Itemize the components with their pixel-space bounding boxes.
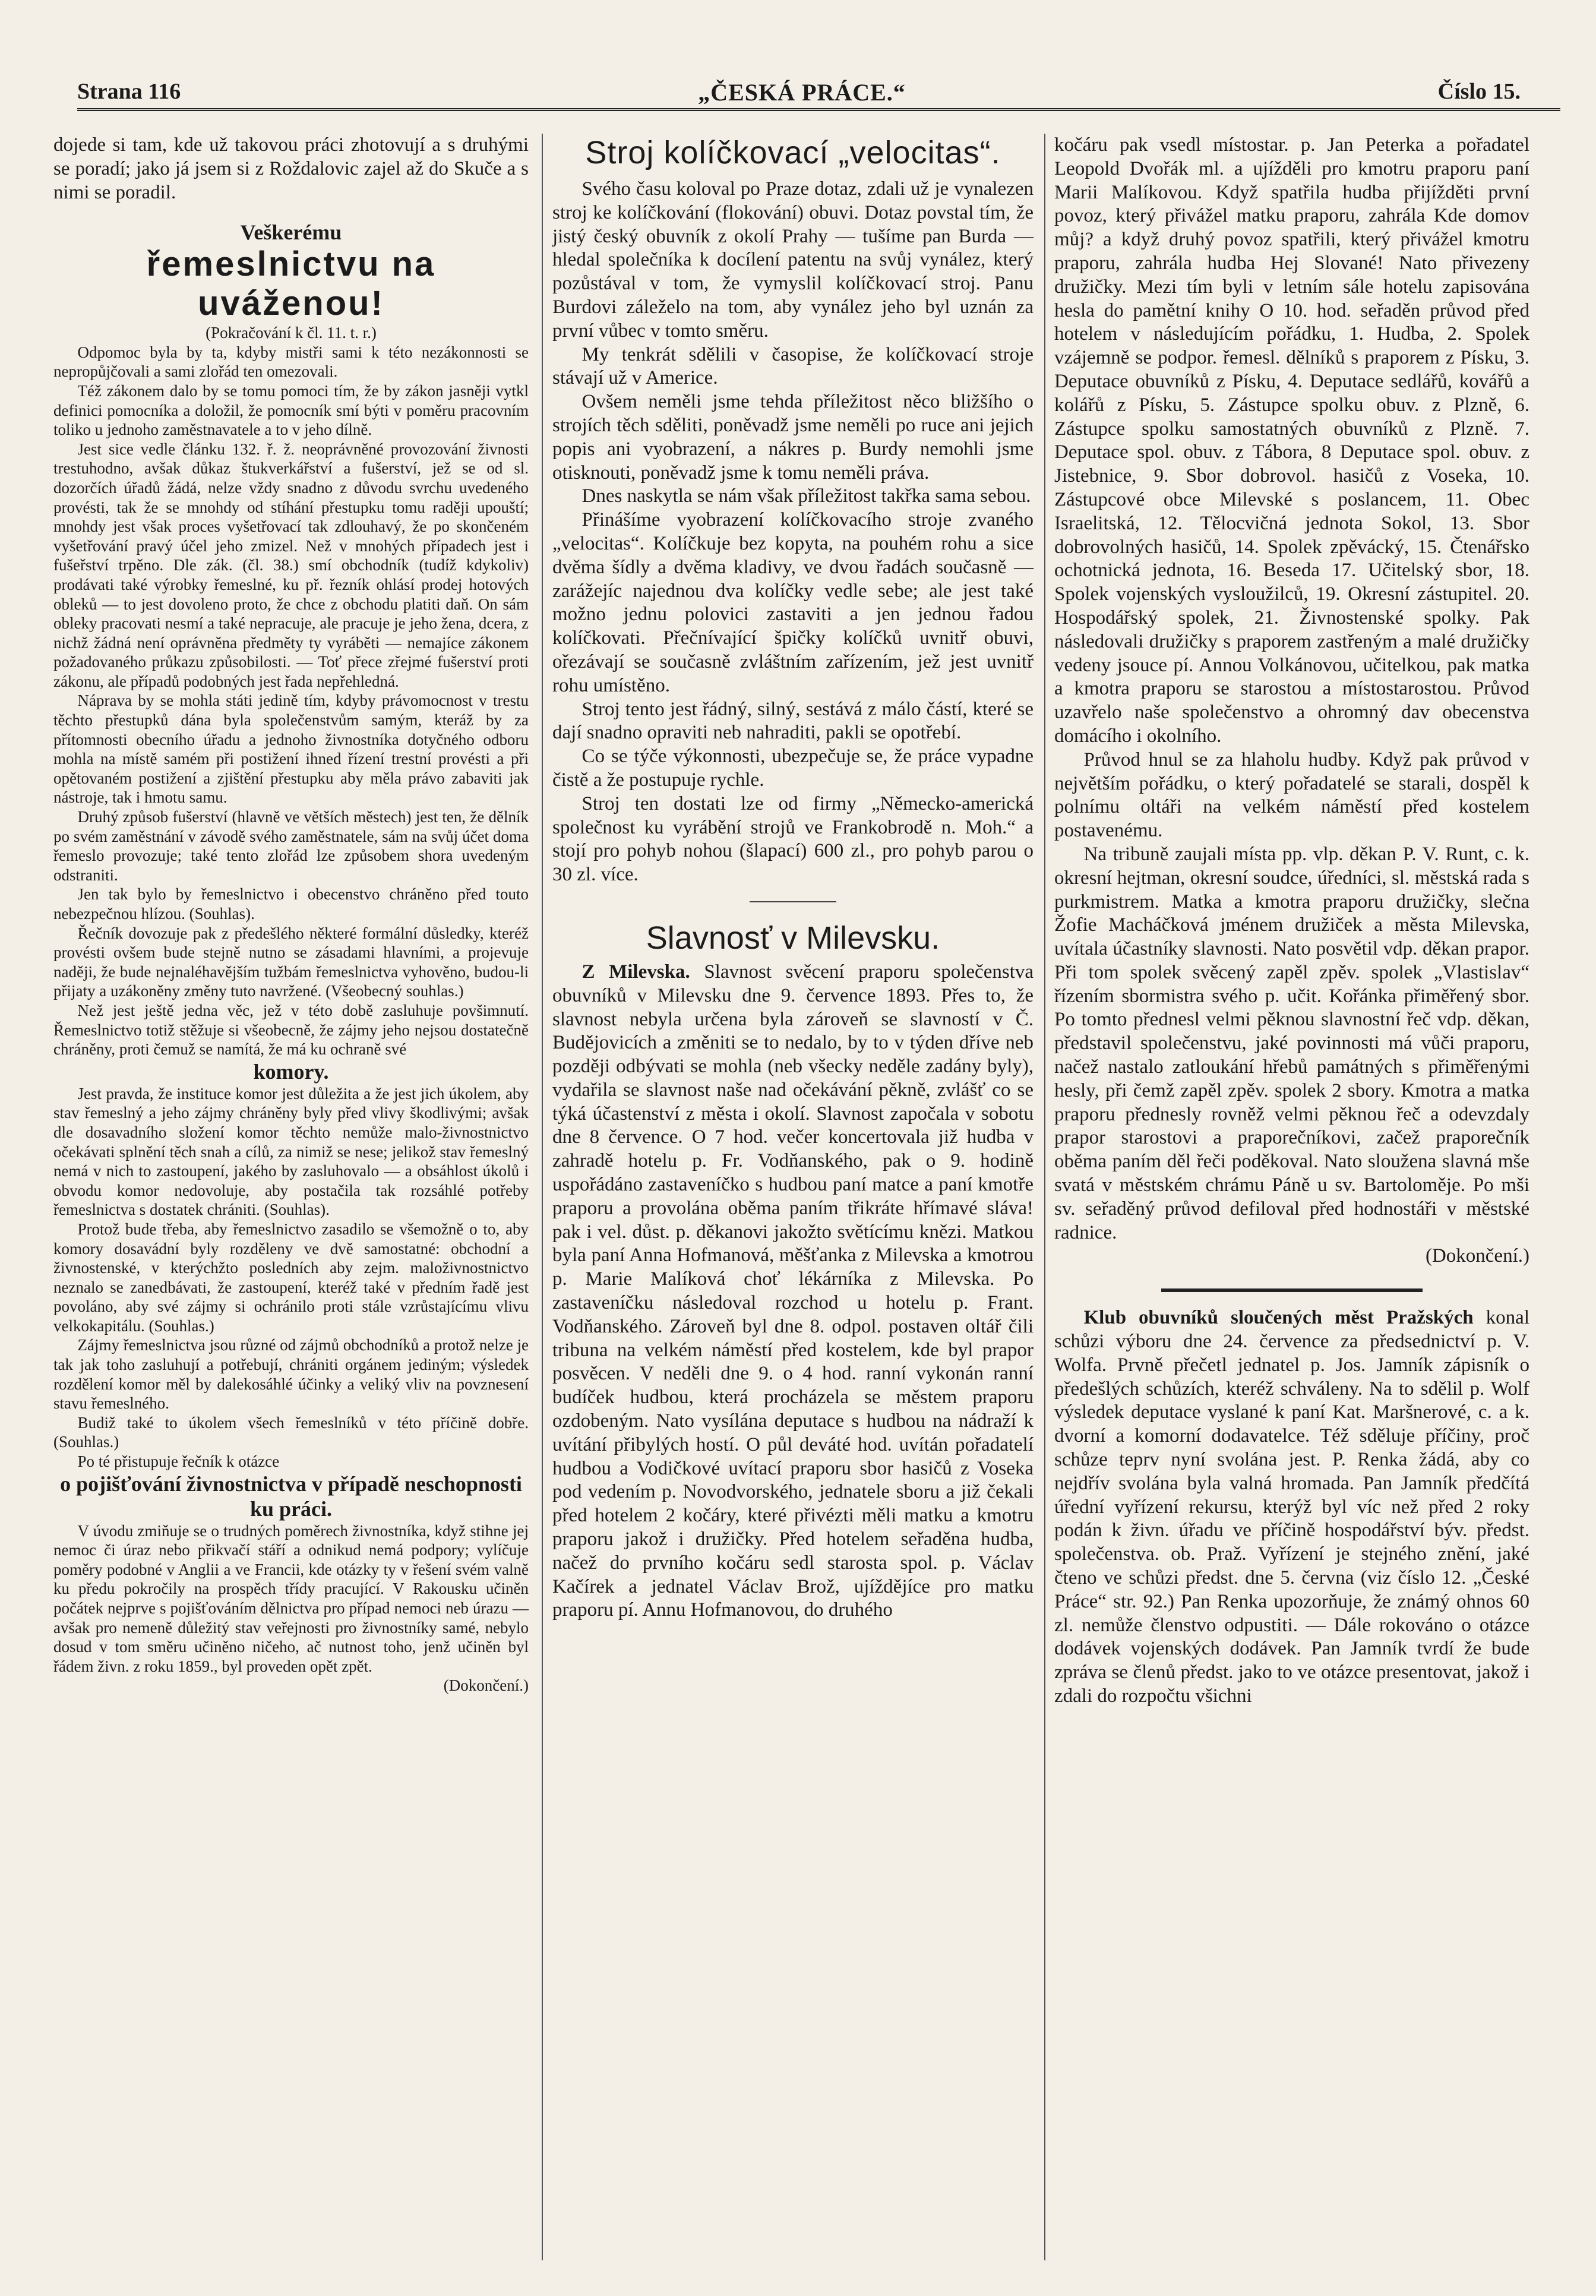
paragraph: kočáru pak vsedl místostar. p. Jan Peterka a pořadatel Leopold Dvořák ml. a ujížděli pro kmotru praporu paní Marii Malíkovou. Když spatřila hudba přijížděti první povoz, který přivážel matku praporu, zahrála Kde domov můj? a když druhý povoz spatřili, který přivážel kmotru praporu, zahrála hudba Hej Slované! Nato přivezeny družičky. Mezi tím byli v letním sále hotelu zapisována hesla do pamětní knihy O 10. hod. seřaděn průvod před hotelem v následujícím pořádku, 1. Hudba, 2. Spolek vzájemně se podpor. řemesl. dělníků s praporem z Písku, 3. Deputace obuvníků z Písku, 4. Deputace sedlářů, kovářů a kolářů z Písku, 5. Zástupce spolku obuv. z Plzně, 6. Zástupce spolku samostatných obuvníků z Plzně. 7. Deputace spol. obuv. z Tábora, 8 Deputace spol. obuv. z Jistebnice, 9. Sbor dobrovol. hasičů z Voseka, 10. Zástupcové obce Milevské s poslancem, 11. Obec Israelitská, 12. Tělocvičná jednota Sokol, 13. Sbor dobrovolných hasičů, 14. Spolek zpěvácký, 15. Čtenářsko ochotnická jednota, 16. Beseda 17. Učitelský sbor, 18. Spolek vojenských vysloužilců, 19. Okresní zástupitel. 20. Hospodářský spolek, 21. Živnostenské spolky. Pak následovali družičky s praporem zastřeným a malé družičky vedeny jsouce pí. Annou Volkánovou, učitelkou, pak matka a kmotra praporu se starostou a místostarostou. Průvod uzavřelo naše společenstvo a ohromný dav obecenstva domácího i okolního. xyxy=(1054,134,1529,747)
paragraph: Průvod hnul se za hlaholu hudby. Když pak průvod v největším pořádku, o který pořadatelé se starali, dospěl k polnímu oltáři na velkém náměstí před kostelem postavenému. xyxy=(1054,749,1529,842)
page-number: Strana 116 xyxy=(77,79,181,104)
paragraph: My tenkrát sdělili v časopise, že kolíčkovací stroje stávají už v Americe. xyxy=(552,343,1034,389)
to-be-continued: (Dokončení.) xyxy=(1425,1245,1529,1267)
column-2 xyxy=(552,134,1034,1622)
paragraph: Též zákonem dalo by se tomu pomoci tím, že by zákon jasněji vytkl definici pomocníka a doložil, že pomocník smí býti v poměru pracovním toliko u jednoho zaměstnavatele a to v jeho dílně. xyxy=(53,381,529,439)
page-header xyxy=(53,71,1550,113)
section-divider xyxy=(750,901,836,902)
paragraph: Co se týče výkonnosti, ubezpečuje se, že práce vypadne čistě a že postupuje rychle. xyxy=(552,746,1034,791)
to-be-continued: (Dokončení.) xyxy=(443,1676,529,1695)
paragraph: Jen tak bylo by řemeslnictvo i obecenstvo chráněno před touto nebezpečnou hlízou. (Souhlas). xyxy=(53,885,529,923)
article-headline: řemeslnictvu na uváženou! xyxy=(146,245,436,323)
column-divider-2 xyxy=(1044,134,1045,2260)
paragraph: V úvodu zmiňuje se o trudných poměrech živnostníka, když stihne jej nemoc či úraz nebo přikvačí stáří a odnikud nemá podpory; vylíčuje poměry podobné v Anglii a ve Francii, kde otázky ty v řešení svém valně ku předu pokročily na prospěch třídy pracující. V Rakousku učiněn počátek nejprve s pojišťováním dělnictva pro případ nemoci neb úrazu — avšak pro nemeně důležitý stav veřejnosti pro živnostníky samé, nebylo dosud v tom směru učiněno ničeho, ač nutnost toho, jenž učiněn byl řádem živn. z roku 1859., byl proveden opět zpět. xyxy=(53,1521,529,1675)
section-divider xyxy=(1161,1288,1423,1292)
paragraph: Ovšem neměli jsme tehda příležitost něco bližšího o strojích těch sděliti, poněvadž jsme neměli po ruce ani jejich popis ani vyobrazení, a nákres p. Burdy nemohli jsme otisknouti, poněvadž jsme k tomu neměli práva. xyxy=(552,391,1034,484)
column-divider-1 xyxy=(542,134,543,2260)
paragraph: Náprava by se mohla státi jedině tím, kdyby právomocnost v trestu těchto přestupků dána byla společenstvům samým, kteráž by za přítomnosti obecního úřadu a jednoho živnostníka dotyčného odboru mohla na místě samém při postižení ihned řízení trestní provésti a při opětovaném postižení a zjištění přestupku aby měla právo zabaviti jak nástroje, tak i hmotu samu. xyxy=(53,691,529,807)
column-3 xyxy=(1054,134,1529,1708)
column-1 xyxy=(53,134,529,1695)
paragraph: Protož bude třeba, aby řemeslnictvo zasadilo se všemožně o to, aby komory dosavádní byly rozděleny ve dvě samostatné: obchodní a živnostenské, v kterýchžto posledních aby zejm. maloživnostnictvo neznalo se zanedbávati, že zastoupení, kteréž také v předním řadě jest povoláno, aby své zájmy si ochránilo proti stále vzrůstajícímu vlivu velkokapitálu. (Souhlas.) xyxy=(53,1220,529,1335)
subheading-komory: komory. xyxy=(253,1059,329,1084)
paragraph: Stroj tento jest řádný, silný, sestává z málo částí, které se dají snadno opraviti neb nahraditi, pakli se opotřebí. xyxy=(552,698,1034,744)
dateline: Z Milevska. xyxy=(581,961,690,983)
issue-number: Číslo 15. xyxy=(1437,79,1521,104)
subheading-pojistovani: o pojišťování živnostnictva v případě neschopnosti ku práci. xyxy=(60,1471,522,1521)
paragraph: Odpomoc byla by ta, kdyby mistři sami k této nezákonnosti se nepropůjčovali a sami zlořád ten omezovali. xyxy=(53,343,529,381)
article-continuation: dojede si tam, kde už takovou práci zhotovují a s druhými se poradí; jako já jsem si z Roždalovic zajel až do Skuče a s nimi se poradil. xyxy=(53,134,529,203)
article-headline: Stroj kolíčkovací „velocitas“. xyxy=(585,135,1001,170)
paragraph: Jest sice vedle článku 132. ř. ž. neoprávněné provozování živnosti trestuhodno, avšak důkaz štukverkářství a fušerství, jež se od sl. dozorčích úřadů žádá, nelze vždy snadno z důvodu svrchu uvedeného provésti, tak že se mnohdy od stíhání přestupku tomu raději upouští; mnohdy jest však proces vyšetřovací tak zdlouhavý, že po skončeném vyšetřování pravý účel jeho zmizel. Než v mnohých případech jest i fušeřství trpěno. Dle zák. (čl. 38.) smí obchodník (tudíž kdykoliv) prodávati také výrobky řemeslné, ku př. řezník ohlásí prodej hotových obleků — to jest dovoleno proto, že chce z obchodu platiti daň. On sám obleky pracovati nesmí a také nepracuje, ale pracuje je jeho žena, dcera, z nichž žádná není oprávněna předměty ty vyráběti — nemajíce zákonem požadovaného průkazu způsobilosti. — Toť přece zřejmé fušerství proti zákonu, ale případů podobných jest řada nepřehledná. xyxy=(53,440,529,690)
paragraph: Než jest ještě jedna věc, jež v této době zasluhuje povšimnutí. Řemeslnictvo totiž stěžuje si všeobecně, že zájmy jeho nejsou dostatečně chráněny, proti čemuž se namítá, že má ku ochraně své xyxy=(53,1001,529,1059)
article-headline: Slavnosť v Milevsku. xyxy=(646,920,940,956)
paragraph: konal schůzi výboru dne 24. července za předsednictví p. V. Wolfa. Prvně přečetl jednatel p. Jos. Jamník zápisník o předešlých schůzích, kteréž schváleny. Na to sdělil p. Wolf výsledek deputace vyslané k paní Kat. Maršnerové, c. a k. dvorní a komorní dodavatelce. Též sděluje příčiny, proč schůze teprv nyní svolána jest. P. Renka žádá, aby co nejdřív svolána byla valná hromada. Pan Jamník předčítá úřední vyřízení rekursu, kterýž byl víc než před 2 roky podán k živn. úřadu ve příčině hospodářství býv. předst. společenstva. ob. Praž. Vyřízení je stejného znění, jaké čteno ve schůzi předst. dne 5. června (viz číslo 12. „České Práce“ str. 92.) Pan Renka upozorňuje, že známý ohnos 60 zl. nemůže členstvo odpustiti. — Dále rokováno o otázce dodávek vojenských dodávek. Pan Jamník tvrdí že bude zpráva se členů předst. jako to ve otázce presentovat, jakož i zdali do rozpočtu všichni xyxy=(1054,1307,1529,1707)
masthead-title: „ČESKÁ PRÁCE.“ xyxy=(698,79,906,106)
paragraph: Přinášíme vyobrazení kolíčkovacího stroje zvaného „velocitas“. Kolíčkuje bez kopyta, na pouhém rohu a sice dvěma šídly a dvěma kladivy, ve dvou řadách současně — zarážejíc najednou dva kolíčky vedle sebe; ale jest také možno jednu polovici zastaviti a jen jednou řadou kolíčkovati. Přečnívající špičky kolíčků uvnitř obuvi, ořezávají se současně zvláštním zařízením, jež jest uvnitř rohu umístěno. xyxy=(552,509,1034,696)
paragraph: Zájmy řemeslnictva jsou různé od zájmů obchodníků a protož nelze je tak jak toho zasluhují a potřebují, chrániti orgánem jediným; výsledek rozdělení komor měl by dalekosáhlé účinky a veliký vliv na povznesení stavu řemeslného. xyxy=(53,1336,529,1413)
paragraph: Druhý způsob fušerství (hlavně ve větších městech) jest ten, že dělník po svém zaměstnání v závodě svého zaměstnatele, sám na svůj účet doma řemeslo provozuje; také tento zlořád lze způsobem shora uvedeným odstraniti. xyxy=(53,808,529,884)
paragraph: Na tribuně zaujali místa pp. vlp. děkan P. V. Runt, c. k. okresní hejtman, okresní soudce, úředníci, sl. městská rada s purkmistrem. Matka a kmotra praporu družičky, slečna Žofie Macháčková jménem družiček a města Milevska, uvítala účastníky slavnosti. Nato posvětil vdp. děkan prapor. Při tom spolek svěcený zapěl zpěv. spolek „Vlastislav“ řízením sbormistra svého p. učit. Kořánka přiměřený sbor. Po tomto přednesl velmi pěknou slavnostní řeč vdp. děkan, představil společenstvu, jaké povinnosti má vůči praporu, načež nastalo zatloukání hřebů památných s přiměřenými hesly, při čemž zapěl zpěv. spolek 2 sbory. Kmotra a matka praporu přednesly rovněž velmi pěknou řeč a odevzdaly prapor starostovi a praporečníkovi, začež praporečník oběma paním děl řeči poděkoval. Nato sloužena slavná mše svatá v městském chrámu Páně u sv. Bartoloměje. Po mši sv. seřaděný průvod defiloval před hodnostáři v městské radnice. xyxy=(1054,843,1529,1243)
paragraph: Budiž také to úkolem všech řemeslníků v této příčině dobře. (Souhlas.) xyxy=(53,1413,529,1451)
header-rule xyxy=(77,108,1560,111)
paragraph: Jest pravda, že instituce komor jest důležita a že jest jich úkolem, aby stav řemeslný a jeho zájmy chráněny byly před vlivy škodlivými; avšak dle dosavadního složení komor těchto nemůže malo-živnostnictvo očekávati splnění těch snah a cílů, za nimiž se nese; jelikož stav řemeslný nemá v nich to zastoupení, jakého by zasluhovalo — a obsáhlost úkolů i obvodu komor nedovoluje, aby postačila tak rozsáhlé potřeby řemeslnictva s dostatek chrániti. (Souhlas). xyxy=(53,1084,529,1219)
article-kicker: Veškerému xyxy=(240,220,342,245)
paragraph: Dnes naskytla se nám však příležitost takřka sama sebou. xyxy=(581,485,1031,507)
continuation-note: (Pokračování k čl. 11. t. r.) xyxy=(206,324,377,342)
paragraph: Svého času koloval po Praze dotaz, zdali už je vynalezen stroj ke kolíčkování (flokování) obuvi. Dotaz povstal tím, že jistý český obuvník z okolí Prahy — tušíme pan Burda — hledal společníka k docílení patentu na svůj vynález, který pozůstával v tom, že vymyslil kolíčkovací stroj. Panu Burdovi záleželo na tom, aby vynález jeho byl uznán za první vůbec v tomto směru. xyxy=(552,178,1034,342)
paragraph: Slavnost svěcení praporu společenstva obuvníků v Milevsku dne 9. července 1893. Přes to, že slavnost nebyla určena byla zároveň se slavností v Č. Budějovicích a změniti se to nedalo, by to v týden dříve neb později odbývati se mohla (neb všecky neděle zadány byly), vydařila se slavnost naše nad očekávání pěkně, zvlášť co se týká účastenství z města i okolí. Slavnost započala v sobotu dne 8 července. O 7 hod. večer koncertovala již hudba v zahradě hotelu p. Fr. Vodňanského, pak o 9. hodině uspořádáno zastaveníčko s hudbou paní matce a paní kmotře praporu a provolána oběma paním třikráte hřímavé sláva! pak i vel. důst. p. děkanovi jakožto světícímu knězi. Matkou byla paní Anna Hofmanová, měšťanka z Milevska a kmotrou p. Marie Malíková choť lékárníka z Milevska. Po zastaveníčku následoval rozchod u hotelu p. Frant. Vodňanského. Zároveň byl dne 8. odpol. postaven oltář čili tribuna na velkém náměstí před kostelem, kde byl prapor posvěcen. V neděli dne 9. o 4 hod. ranní vykonán ranní budíček hudbou, která procházela se městem praporu ozdobeným. Nato vysílána deputace s hudbou na nádraží k uvítání přibylých hostí. O půl deváté hod. uvítán pořadatelí hudbou a Vodičkové uvítací praporu sbor hasičů z Voseka pod vedením p. Novodvorského, jednatele sboru a již čekali před hotelem 2 kočáry, které přivézti měli matku a kmotru praporu jakož i družičky. Před hotelem seřaděna hudba, načež do prvního kočáru sedl starosta spol. p. Václav Kačírek a jednatel Václav Brož, ujíždějíce pro matku praporu pí. Annu Hofmanovou, do druhého xyxy=(552,961,1034,1621)
paragraph: Po té přistupuje řečník k otázce xyxy=(77,1452,280,1471)
paragraph: Řečník dovozuje pak z předešlého některé formální důsledky, kteréž provésti ovšem bude stejně nutno se zásadami hlavními, a projevuje naději, že bude nejnaléhavějším tužbám řemeslnictva vyhověno, budou-li přijaty a uzákoněny změny tuto navržené. (Všeobecný souhlas.) xyxy=(53,924,529,1000)
paragraph: Stroj ten dostati lze od firmy „Německo-americká společnost ku vyrábění strojů ve Frankobrodě n. Moh.“ a stojí pro pohyb nohou (šlapací) 600 zl., pro pohyb parou o 30 zl. více. xyxy=(552,792,1034,886)
club-heading: Klub obuvníků sloučených měst Pražských xyxy=(1083,1307,1474,1329)
